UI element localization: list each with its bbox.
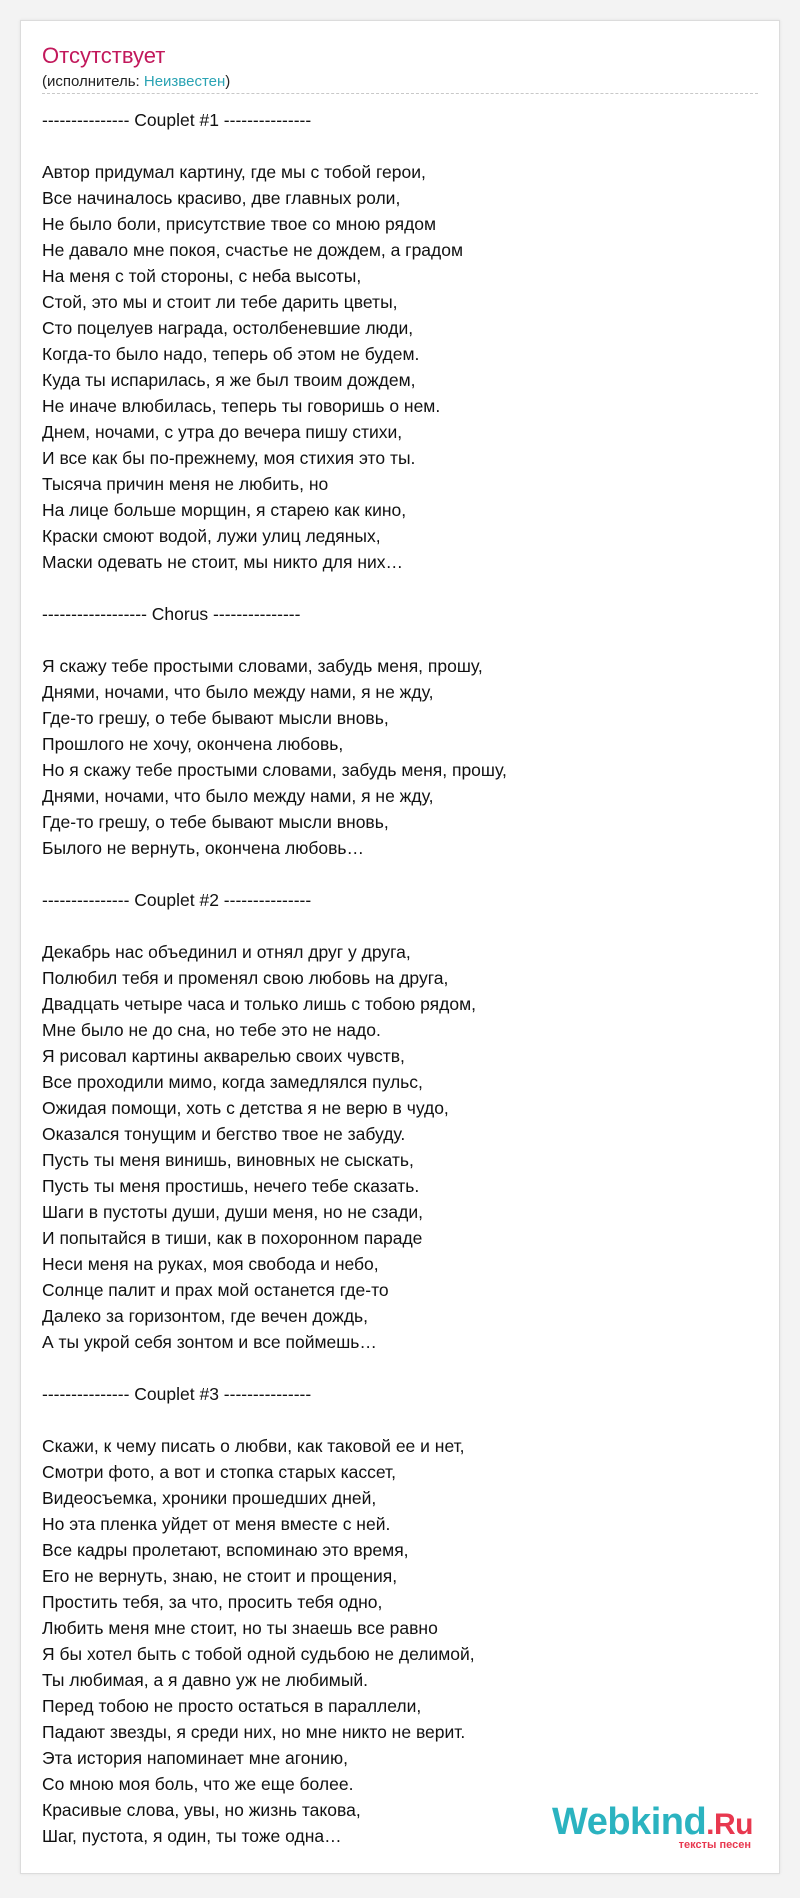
lyric-line: Былого не вернуть, окончена любовь… — [42, 838, 364, 858]
blank-line — [42, 575, 762, 601]
lyric-line: Шаг, пустота, я один, ты тоже одна… — [42, 1826, 342, 1846]
lyric-line: Двадцать четыре часа и только лишь с тобою рядом, — [42, 994, 476, 1014]
lyric-line: Когда-то было надо, теперь об этом не будем. — [42, 344, 420, 364]
lyric-line: Оказался тонущим и бегство твое не забуду. — [42, 1124, 406, 1144]
logo-wordmark — [552, 1803, 753, 1841]
lyric-line: Неси меня на руках, моя свобода и небо, — [42, 1254, 379, 1274]
lyric-line: Видеосъемка, хроники прошедших дней, — [42, 1488, 377, 1508]
logo-name: Webkind — [552, 1801, 707, 1843]
artist-prefix: (исполнитель: — [42, 73, 144, 90]
lyric-line: Со мною моя боль, что же еще более. — [42, 1774, 354, 1794]
lyric-line: Сто поцелуев награда, остолбеневшие люди, — [42, 318, 414, 338]
lyric-line: На меня с той стороны, с неба высоты, — [42, 266, 362, 286]
lyric-line: Автор придумал картину, где мы с тобой герои, — [42, 162, 426, 182]
lyric-line: Все начиналось красиво, две главных роли, — [42, 188, 401, 208]
lyric-line: Не было боли, присутствие твое со мною рядом — [42, 214, 437, 234]
lyrics-card — [20, 20, 780, 1874]
lyric-line: Стой, это мы и стоит ли тебе дарить цветы, — [42, 292, 398, 312]
lyric-line: Куда ты испарилась, я же был твоим дождем, — [42, 370, 416, 390]
lyric-line: И попытайся в тиши, как в похоронном параде — [42, 1228, 423, 1248]
lyric-line: Эта история напоминает мне агонию, — [42, 1748, 348, 1768]
lyric-line: Падают звезды, я среди них, но мне никто не верит. — [42, 1722, 466, 1742]
lyric-line: На лице больше морщин, я старею как кино, — [42, 500, 407, 520]
logo-tld: .Ru — [706, 1808, 753, 1841]
lyric-line: А ты укрой себя зонтом и все поймешь… — [42, 1332, 377, 1352]
lyric-line: Его не вернуть, знаю, не стоит и прощения, — [42, 1566, 398, 1586]
section-heading: ------------------ Chorus --------------- — [42, 604, 301, 624]
blank-line — [42, 133, 762, 159]
blank-line — [42, 861, 762, 887]
lyric-line: Днем, ночами, с утра до вечера пишу стихи, — [42, 422, 403, 442]
lyric-line: Не давало мне покоя, счастье не дождем, а градом — [42, 240, 464, 260]
blank-line — [42, 1355, 762, 1381]
header-divider — [42, 93, 758, 94]
lyric-line: И все как бы по-прежнему, моя стихия это ты. — [42, 448, 416, 468]
lyric-line: Ты любимая, а я давно уж не любимый. — [42, 1670, 369, 1690]
logo-tagline: тексты песен — [678, 1839, 751, 1851]
lyric-line: Любить меня мне стоит, но ты знаешь все равно — [42, 1618, 438, 1638]
lyric-line: Тысяча причин меня не любить, но — [42, 474, 329, 494]
section-heading: --------------- Couplet #1 --------------- — [42, 110, 312, 130]
artist-suffix: ) — [225, 73, 231, 90]
lyric-line: Маски одевать не стоит, мы никто для них… — [42, 552, 404, 572]
lyric-line: Пусть ты меня простишь, нечего тебе сказать. — [42, 1176, 420, 1196]
lyric-line: Полюбил тебя и променял свою любовь на друга, — [42, 968, 449, 988]
blank-line — [42, 1407, 762, 1433]
lyric-line: Прошлого не хочу, окончена любовь, — [42, 734, 344, 754]
lyric-line: Красивые слова, увы, но жизнь такова, — [42, 1800, 361, 1820]
lyric-line: Перед тобою не просто остаться в параллели, — [42, 1696, 422, 1716]
lyric-line: Днями, ночами, что было между нами, я не жду, — [42, 682, 434, 702]
lyric-line: Ожидая помощи, хоть с детства я не верю в чудо, — [42, 1098, 449, 1118]
section-heading: --------------- Couplet #2 --------------- — [42, 890, 312, 910]
song-title: Отсутствует — [42, 43, 166, 68]
site-logo[interactable] — [552, 1803, 753, 1851]
lyric-line: Смотри фото, а вот и стопка старых кассет, — [42, 1462, 396, 1482]
artist-link[interactable]: Неизвестен — [143, 73, 226, 90]
lyric-line: Не иначе влюбилась, теперь ты говоришь о нем. — [42, 396, 441, 416]
lyric-line: Где-то грешу, о тебе бывают мысли вновь, — [42, 812, 389, 832]
lyric-line: Декабрь нас объединил и отнял друг у друга, — [42, 942, 411, 962]
lyric-line: Далеко за горизонтом, где вечен дождь, — [42, 1306, 369, 1326]
lyric-line: Я скажу тебе простыми словами, забудь меня, прошу, — [42, 656, 483, 676]
lyric-line: Мне было не до сна, но тебе это не надо. — [42, 1020, 381, 1040]
lyric-line: Я рисовал картины акварелью своих чувств, — [42, 1046, 405, 1066]
lyric-line: Все кадры пролетают, вспоминаю это время, — [42, 1540, 409, 1560]
blank-line — [42, 627, 762, 653]
lyric-line: Шаги в пустоты души, души меня, но не сзади, — [42, 1202, 423, 1222]
lyric-line: Но я скажу тебе простыми словами, забудь меня, прошу, — [42, 760, 507, 780]
lyric-line: Пусть ты меня винишь, виновных не сыскать, — [42, 1150, 414, 1170]
lyric-line: Где-то грешу, о тебе бывают мысли вновь, — [42, 708, 389, 728]
lyric-line: Простить тебя, за что, просить тебя одно, — [42, 1592, 383, 1612]
lyric-line: Я бы хотел быть с тобой одной судьбою не делимой, — [42, 1644, 475, 1664]
lyric-line: Все проходили мимо, когда замедлялся пульс, — [42, 1072, 423, 1092]
lyric-line: Днями, ночами, что было между нами, я не жду, — [42, 786, 434, 806]
lyrics-text — [42, 107, 762, 1849]
lyric-line: Но эта пленка уйдет от меня вместе с ней. — [42, 1514, 391, 1534]
lyric-line: Солнце палит и прах мой останется где-то — [42, 1280, 389, 1300]
lyric-line: Скажи, к чему писать о любви, как таковой ее и нет, — [42, 1436, 465, 1456]
lyric-line: Краски смоют водой, лужи улиц ледяных, — [42, 526, 381, 546]
artist-line — [42, 73, 230, 91]
section-heading: --------------- Couplet #3 --------------- — [42, 1384, 312, 1404]
blank-line — [42, 913, 762, 939]
